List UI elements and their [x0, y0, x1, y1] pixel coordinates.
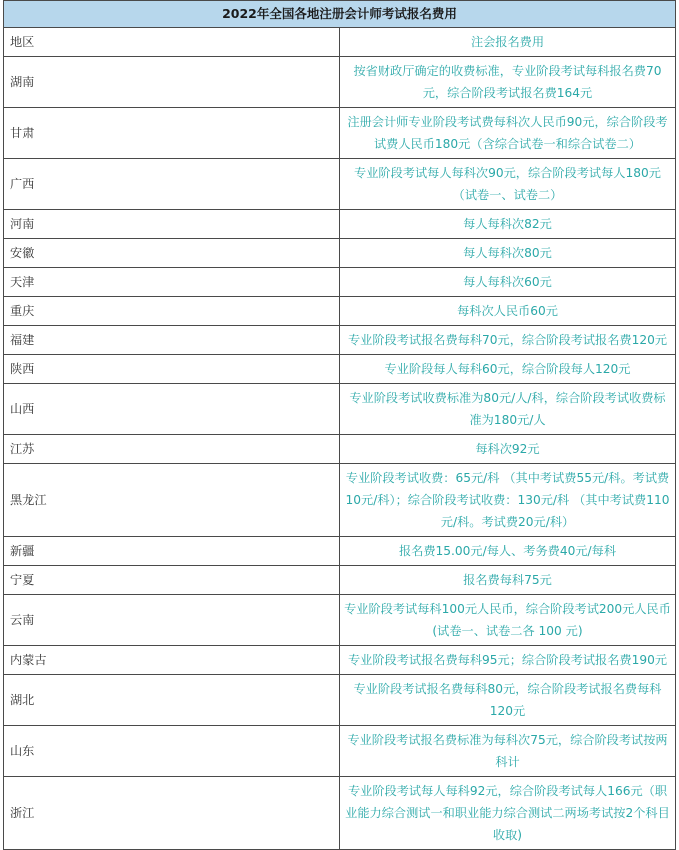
table-row: [4, 108, 676, 159]
region-cell: 新疆: [4, 537, 340, 566]
table-row: [4, 57, 676, 108]
table-row: [4, 355, 676, 384]
region-cell: 湖南: [4, 57, 340, 108]
table-row: [4, 297, 676, 326]
table-row: [4, 464, 676, 537]
region-cell: 天津: [4, 268, 340, 297]
table-title: 2022年全国各地注册会计师考试报名费用: [4, 1, 676, 28]
fee-table-body: [4, 1, 676, 850]
header-fee: 注会报名费用: [340, 28, 676, 57]
region-cell: 浙江: [4, 777, 340, 850]
region-cell: 湖北: [4, 675, 340, 726]
fee-cell: 每人每科次82元: [340, 210, 676, 239]
region-cell: 安徽: [4, 239, 340, 268]
table-row: [4, 210, 676, 239]
fee-cell: 每人每科次80元: [340, 239, 676, 268]
table-row: [4, 777, 676, 850]
region-cell: 重庆: [4, 297, 340, 326]
region-cell: 山东: [4, 726, 340, 777]
table-row: [4, 726, 676, 777]
region-cell: 江苏: [4, 435, 340, 464]
title-row: [4, 1, 676, 28]
fee-cell: 每科次92元: [340, 435, 676, 464]
fee-cell: 注册会计师专业阶段考试费每科次人民币90元，综合阶段考试费人民币180元（含综合试卷一和综合试卷二）: [340, 108, 676, 159]
table-row: [4, 239, 676, 268]
table-row: [4, 326, 676, 355]
region-cell: 山西: [4, 384, 340, 435]
header-row: [4, 28, 676, 57]
fee-cell: 专业阶段考试每人每科次90元，综合阶段考试每人180元（试卷一、试卷二）: [340, 159, 676, 210]
table-row: [4, 384, 676, 435]
region-cell: 福建: [4, 326, 340, 355]
table-row: [4, 646, 676, 675]
fee-cell: 专业阶段考试报名费每科95元；综合阶段考试报名费190元: [340, 646, 676, 675]
table-row: [4, 537, 676, 566]
fee-cell: 每科次人民币60元: [340, 297, 676, 326]
fee-cell: 专业阶段每人每科60元，综合阶段每人120元: [340, 355, 676, 384]
fee-cell: 专业阶段考试报名费每科70元，综合阶段考试报名费120元: [340, 326, 676, 355]
region-cell: 河南: [4, 210, 340, 239]
fee-cell: 专业阶段考试收费标准为80元/人/科，综合阶段考试收费标准为180元/人: [340, 384, 676, 435]
fee-cell: 每人每科次60元: [340, 268, 676, 297]
table-row: [4, 159, 676, 210]
table-row: [4, 268, 676, 297]
fee-cell: 专业阶段考试每科100元人民币，综合阶段考试200元人民币(试卷一、试卷二各 100 元): [340, 595, 676, 646]
header-region: 地区: [4, 28, 340, 57]
table-row: [4, 675, 676, 726]
fee-cell: 按省财政厅确定的收费标准，专业阶段考试每科报名费70元，综合阶段考试报名费164元: [340, 57, 676, 108]
table-row: [4, 595, 676, 646]
table-row: [4, 435, 676, 464]
fee-cell: 专业阶段考试每人每科92元，综合阶段考试每人166元（职业能力综合测试一和职业能力综合测试二两场考试按2个科目收取): [340, 777, 676, 850]
fee-table: [3, 0, 676, 850]
fee-cell: 专业阶段考试收费：65元/科 （其中考试费55元/科。考试费10元/科）；综合阶段考试收费：130元/科 （其中考试费110元/科。考试费20元/科）: [340, 464, 676, 537]
fee-cell: 报名费每科75元: [340, 566, 676, 595]
region-cell: 广西: [4, 159, 340, 210]
fee-cell: 专业阶段考试报名费每科80元，综合阶段考试报名费每科120元: [340, 675, 676, 726]
fee-cell: 专业阶段考试报名费标准为每科次75元，综合阶段考试按两科计: [340, 726, 676, 777]
table-row: [4, 566, 676, 595]
region-cell: 陕西: [4, 355, 340, 384]
region-cell: 甘肃: [4, 108, 340, 159]
region-cell: 云南: [4, 595, 340, 646]
fee-cell: 报名费15.00元/每人、考务费40元/每科: [340, 537, 676, 566]
region-cell: 宁夏: [4, 566, 340, 595]
region-cell: 内蒙古: [4, 646, 340, 675]
region-cell: 黑龙江: [4, 464, 340, 537]
